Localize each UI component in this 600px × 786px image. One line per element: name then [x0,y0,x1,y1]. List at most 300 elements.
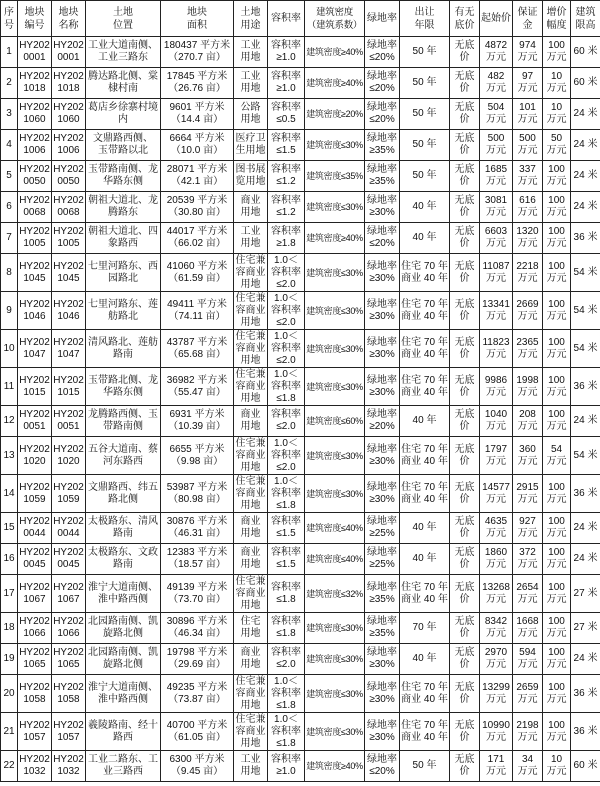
table-row [1,475,600,513]
cell-code: HY202 1059 [18,475,52,513]
cell-name: HY202 1018 [52,68,86,99]
header-increment: 增价 幅度 [543,1,571,37]
cell-seq: 9 [1,292,18,330]
cell-reserve: 无底 价 [450,751,480,782]
cell-use: 住宅兼 容商业 用地 [235,368,266,404]
cell-density: 建筑密度≤30% [305,675,365,713]
cell-seq: 2 [1,68,18,99]
cell-height-limit: 54 米 [571,330,600,368]
header-far: 容积率 [268,1,305,37]
cell-height-limit: 24 米 [571,192,600,223]
cell-code: HY202 1020 [18,437,52,475]
cell-use: 住宅兼 容商业 用地 [235,437,266,473]
cell-seq: 6 [1,192,18,223]
cell-far: 1.0＜ 容积率 ≤1.8 [268,475,305,513]
cell-deposit: 101 万元 [513,99,543,130]
cell-height-limit: 60 米 [571,751,600,782]
cell-green: 绿地率 ≥30% [365,437,400,475]
cell-name: HY202 0068 [52,192,86,223]
table-row [1,406,600,437]
cell-height-limit: 27 米 [571,575,600,613]
cell-area: 6300 平方米 （9.45 亩） [161,751,234,782]
cell-density: 建筑密度≥20% [305,99,365,130]
cell-location: 北园路南侧、凯 旋路北侧 [86,613,161,644]
cell-code: HY202 0044 [18,513,52,544]
cell-deposit: 594 万元 [513,644,543,675]
cell-location: 文鼎路西侧、 玉带路以北 [86,130,161,161]
cell-height-limit: 24 米 [571,644,600,675]
cell-seq: 13 [1,437,18,475]
cell-green: 绿地率 ≥30% [365,368,400,406]
cell-height-limit: 36 米 [571,675,600,713]
cell-green: 绿地率 ≥25% [365,513,400,544]
cell-code: HY202 1058 [18,675,52,713]
cell-use: 图书展 览用地 [234,161,268,192]
cell-seq: 12 [1,406,18,437]
cell-density: 建筑密度≤35% [305,161,365,192]
table-row [1,513,600,544]
cell-density: 建筑密度≤30% [305,475,365,513]
cell-name: HY202 1005 [52,223,86,254]
cell-green: 绿地率 ≥30% [365,644,400,675]
cell-far: 容积率 ≥1.0 [268,37,305,68]
cell-term: 40 年 [400,513,450,544]
cell-use: 住宅兼 容商业 用地 [235,675,266,711]
cell-deposit: 2659 万元 [513,675,543,713]
cell-start-price: 171 万元 [480,751,513,782]
table-row [1,161,600,192]
cell-location: 龙腾路西侧、玉 带路南侧 [86,406,161,437]
cell-term: 50 年 [400,751,450,782]
cell-reserve: 无底 价 [450,192,480,223]
cell-density: 建筑密度≤30% [305,713,365,751]
cell-code: HY202 1066 [18,613,52,644]
cell-density: 建筑密度≤32% [305,575,365,613]
cell-term: 50 年 [400,130,450,161]
cell-density: 建筑密度≤30% [305,192,365,223]
cell-use: 住宅兼 容商业 用地 [235,475,266,511]
table-row [1,751,600,782]
cell-far: 1.0＜ 容积率 ≤1.8 [268,368,305,406]
cell-area: 49235 平方米 （73.87 亩） [161,675,234,713]
cell-deposit: 1320 万元 [513,223,543,254]
table-row [1,644,600,675]
cell-start-price: 4872 万元 [480,37,513,68]
header-code: 地块 编号 [18,1,52,37]
cell-far: 容积率 ≤1.2 [268,161,305,192]
cell-green: 绿地率 ≤20% [365,99,400,130]
cell-height-limit: 27 米 [571,613,600,644]
cell-location: 羲陵路南、经十 路西 [86,713,161,751]
table-row [1,437,600,475]
cell-far: 容积率 ≥1.0 [268,751,305,782]
header-seq: 序 号 [1,1,18,37]
cell-location: 七里河路东、西 园路北 [86,254,161,292]
cell-seq: 17 [1,575,18,613]
cell-area: 53987 平方米 （80.98 亩） [161,475,234,513]
cell-reserve: 无底 价 [450,513,480,544]
cell-increment: 100 万元 [543,475,571,513]
cell-term: 40 年 [400,192,450,223]
cell-code: HY202 1018 [18,68,52,99]
cell-seq: 1 [1,37,18,68]
cell-increment: 50 万元 [543,130,571,161]
cell-green: 绿地率 ≤20% [365,751,400,782]
cell-far: 容积率 ≥1.8 [268,223,305,254]
cell-deposit: 360 万元 [513,437,543,475]
cell-start-price: 1685 万元 [480,161,513,192]
cell-start-price: 13268 万元 [480,575,513,613]
cell-green: 绿地率 ≤20% [365,68,400,99]
cell-density: 建筑密度≥40% [305,68,365,99]
cell-location: 北园路南侧、凯 旋路北侧 [86,644,161,675]
cell-term: 50 年 [400,37,450,68]
cell-increment: 100 万元 [543,192,571,223]
header-reserve: 有无 底价 [450,1,480,37]
cell-location: 太极路东、文政 路南 [86,544,161,575]
cell-area: 43787 平方米 （65.68 亩） [161,330,234,368]
cell-location: 工业大道南侧、 工业三路东 [86,37,161,68]
cell-use: 工业 用地 [234,751,268,782]
cell-location: 腾达路北侧、棠 棣村南 [86,68,161,99]
cell-deposit: 2669 万元 [513,292,543,330]
cell-green: 绿地率 ≥35% [365,575,400,613]
cell-green: 绿地率 ≥35% [365,613,400,644]
cell-reserve: 无底 价 [450,99,480,130]
cell-green: 绿地率 ≥25% [365,544,400,575]
cell-seq: 15 [1,513,18,544]
cell-location: 玉带路南侧、龙 华路东侧 [86,161,161,192]
cell-increment: 100 万元 [543,292,571,330]
header-term: 出让 年限 [400,1,450,37]
cell-area: 17845 平方米 （26.76 亩） [161,68,234,99]
cell-location: 朝祖大道北、龙 腾路东 [86,192,161,223]
cell-area: 19798 平方米 （29.69 亩） [161,644,234,675]
cell-term: 住宅 70 年 商业 40 年 [400,254,450,292]
cell-name: HY202 1059 [52,475,86,513]
cell-reserve: 无底 价 [450,292,480,330]
cell-far: 1.0＜ 容积率 ≤1.8 [268,713,305,751]
cell-density: 建筑密度≥40% [305,223,365,254]
table-row [1,68,600,99]
cell-increment: 54 万元 [543,437,571,475]
cell-term: 住宅 70 年 商业 40 年 [400,713,450,751]
cell-far: 1.0＜ 容积率 ≤2.0 [268,292,305,330]
cell-reserve: 无底 价 [450,613,480,644]
cell-start-price: 13341 万元 [480,292,513,330]
header-start-price: 起始价 [480,1,513,37]
cell-name: HY202 1067 [52,575,86,613]
cell-start-price: 11823 万元 [480,330,513,368]
cell-reserve: 无底 价 [450,406,480,437]
cell-code: HY202 1006 [18,130,52,161]
cell-far: 容积率 ≤1.5 [268,513,305,544]
cell-green: 绿地率 ≤20% [365,37,400,68]
cell-use: 住宅兼 容商业 用地 [235,254,266,290]
cell-term: 40 年 [400,406,450,437]
cell-use: 住宅兼 容商业 用地 [235,575,266,611]
cell-far: 容积率 ≤2.0 [268,406,305,437]
cell-term: 40 年 [400,223,450,254]
cell-area: 36982 平方米 （55.47 亩） [161,368,234,406]
cell-increment: 100 万元 [543,330,571,368]
cell-increment: 100 万元 [543,544,571,575]
cell-deposit: 1998 万元 [513,368,543,406]
cell-name: HY202 1006 [52,130,86,161]
cell-start-price: 3081 万元 [480,192,513,223]
cell-use: 工业 用地 [234,37,268,68]
cell-height-limit: 54 米 [571,254,600,292]
cell-start-price: 504 万元 [480,99,513,130]
cell-height-limit: 24 米 [571,161,600,192]
cell-area: 9601 平方米 （14.4 亩） [161,99,234,130]
header-location: 土地 位置 [86,1,161,37]
cell-far: 容积率 ≤2.0 [268,644,305,675]
cell-density: 建筑密度≥40% [305,751,365,782]
cell-seq: 7 [1,223,18,254]
cell-density: 建筑密度≤30% [305,437,365,475]
table-row [1,254,600,292]
table-row [1,99,600,130]
cell-code: HY202 0050 [18,161,52,192]
cell-location: 文鼎路西、纬五 路北侧 [86,475,161,513]
header-name: 地块 名称 [52,1,86,37]
cell-use: 工业 用地 [234,223,268,254]
table-row [1,292,600,330]
cell-name: HY202 1057 [52,713,86,751]
cell-far: 1.0＜ 容积率 ≤1.8 [268,675,305,713]
table-row [1,713,600,751]
cell-name: HY202 0001 [52,37,86,68]
cell-reserve: 无底 价 [450,544,480,575]
cell-location: 太极路东、清风 路南 [86,513,161,544]
cell-seq: 8 [1,254,18,292]
cell-term: 50 年 [400,68,450,99]
cell-location: 七里河路东、莲 舫路北 [86,292,161,330]
cell-start-price: 14577 万元 [480,475,513,513]
cell-height-limit: 54 米 [571,437,600,475]
cell-area: 12383 平方米 （18.57 亩） [161,544,234,575]
cell-green: 绿地率 ≥35% [365,130,400,161]
cell-code: HY202 1065 [18,644,52,675]
cell-reserve: 无底 价 [450,130,480,161]
cell-area: 6655 平方米 （9.98 亩） [161,437,234,475]
cell-term: 住宅 70 年 商业 40 年 [400,437,450,475]
header-use: 土地 用途 [234,1,268,37]
cell-increment: 100 万元 [543,254,571,292]
cell-code: HY202 1057 [18,713,52,751]
cell-code: HY202 1032 [18,751,52,782]
cell-use: 商业 用地 [234,192,268,223]
cell-far: 1.0＜ 容积率 ≤2.0 [268,330,305,368]
cell-start-price: 482 万元 [480,68,513,99]
cell-far: 容积率 ≤1.5 [268,544,305,575]
cell-use: 商业 用地 [234,544,268,575]
header-deposit: 保证 金 [513,1,543,37]
header-density: 建筑密度 （建筑系数） [305,1,365,37]
cell-deposit: 974 万元 [513,37,543,68]
cell-code: HY202 0001 [18,37,52,68]
cell-name: HY202 1047 [52,330,86,368]
cell-density: 建筑密度≤30% [305,330,365,368]
cell-deposit: 927 万元 [513,513,543,544]
cell-deposit: 2198 万元 [513,713,543,751]
cell-start-price: 6603 万元 [480,223,513,254]
cell-term: 40 年 [400,544,450,575]
cell-reserve: 无底 价 [450,37,480,68]
cell-seq: 18 [1,613,18,644]
cell-increment: 100 万元 [543,713,571,751]
cell-density: 建筑密度≤30% [305,368,365,406]
table-row [1,192,600,223]
cell-location: 五谷大道南、蔡 河东路西 [86,437,161,475]
cell-increment: 100 万元 [543,37,571,68]
cell-code: HY202 1067 [18,575,52,613]
cell-term: 40 年 [400,644,450,675]
cell-far: 容积率 ≤0.5 [268,99,305,130]
header-area: 地块 面积 [161,1,234,37]
cell-height-limit: 36 米 [571,368,600,406]
cell-name: HY202 0044 [52,513,86,544]
cell-code: HY202 1046 [18,292,52,330]
cell-green: 绿地率 ≤20% [365,223,400,254]
cell-reserve: 无底 价 [450,161,480,192]
cell-green: 绿地率 ≥30% [365,475,400,513]
cell-location: 清风路北、莲舫 路南 [86,330,161,368]
cell-green: 绿地率 ≥30% [365,713,400,751]
cell-green: 绿地率 ≥35% [365,161,400,192]
cell-start-price: 1860 万元 [480,544,513,575]
cell-code: HY202 1047 [18,330,52,368]
header-row [1,1,600,37]
cell-area: 41060 平方米 （61.59 亩） [161,254,234,292]
cell-seq: 19 [1,644,18,675]
cell-increment: 100 万元 [543,161,571,192]
cell-deposit: 97 万元 [513,68,543,99]
cell-term: 70 年 [400,613,450,644]
cell-increment: 100 万元 [543,513,571,544]
cell-far: 1.0＜ 容积率 ≤2.0 [268,254,305,292]
cell-density: 建筑密度≤40% [305,544,365,575]
cell-deposit: 500 万元 [513,130,543,161]
cell-term: 住宅 70 年 商业 40 年 [400,330,450,368]
cell-seq: 14 [1,475,18,513]
cell-height-limit: 24 米 [571,544,600,575]
cell-use: 商业 用地 [234,406,268,437]
cell-density: 建筑密度≤30% [305,292,365,330]
cell-height-limit: 60 米 [571,68,600,99]
table-row [1,544,600,575]
cell-area: 49411 平方米 （74.11 亩） [161,292,234,330]
cell-location: 淮宁大道南侧、 淮中路西侧 [86,575,161,613]
cell-increment: 10 万元 [543,751,571,782]
cell-name: HY202 1060 [52,99,86,130]
cell-start-price: 8342 万元 [480,613,513,644]
cell-seq: 21 [1,713,18,751]
cell-increment: 10 万元 [543,68,571,99]
table-row [1,368,600,406]
cell-density: 建筑密度≤30% [305,644,365,675]
cell-start-price: 2970 万元 [480,644,513,675]
cell-area: 40700 平方米 （61.05 亩） [161,713,234,751]
cell-height-limit: 36 米 [571,713,600,751]
table-row [1,223,600,254]
cell-deposit: 2654 万元 [513,575,543,613]
cell-seq: 11 [1,368,18,406]
cell-density: 建筑密度≤40% [305,513,365,544]
cell-reserve: 无底 价 [450,223,480,254]
cell-increment: 100 万元 [543,223,571,254]
cell-far: 1.0＜ 容积率 ≤2.0 [268,437,305,475]
cell-term: 住宅 70 年 商业 40 年 [400,368,450,406]
cell-name: HY202 1046 [52,292,86,330]
cell-start-price: 1040 万元 [480,406,513,437]
cell-green: 绿地率 ≥30% [365,254,400,292]
cell-location: 工业二路东、工 业三路西 [86,751,161,782]
cell-name: HY202 1015 [52,368,86,406]
cell-name: HY202 0045 [52,544,86,575]
cell-increment: 100 万元 [543,575,571,613]
cell-seq: 20 [1,675,18,713]
cell-height-limit: 24 米 [571,99,600,130]
cell-seq: 10 [1,330,18,368]
cell-height-limit: 54 米 [571,292,600,330]
cell-height-limit: 24 米 [571,406,600,437]
cell-area: 49139 平方米 （73.70 亩） [161,575,234,613]
cell-use: 工业 用地 [234,68,268,99]
cell-location: 淮宁大道南侧、 淮中路西侧 [86,675,161,713]
cell-start-price: 9986 万元 [480,368,513,406]
cell-density: 建筑密度≤30% [305,613,365,644]
cell-increment: 100 万元 [543,368,571,406]
cell-deposit: 34 万元 [513,751,543,782]
cell-height-limit: 24 米 [571,513,600,544]
cell-area: 6931 平方米 （10.39 亩） [161,406,234,437]
table-row [1,575,600,613]
cell-green: 绿地率 ≥30% [365,675,400,713]
cell-height-limit: 36 米 [571,475,600,513]
cell-seq: 16 [1,544,18,575]
cell-location: 玉带路北侧、龙 华路东侧 [86,368,161,406]
cell-name: HY202 1066 [52,613,86,644]
cell-code: HY202 1005 [18,223,52,254]
cell-increment: 10 万元 [543,99,571,130]
cell-reserve: 无底 价 [450,713,480,751]
cell-density: 建筑密度≤30% [305,130,365,161]
cell-height-limit: 24 米 [571,130,600,161]
cell-name: HY202 1065 [52,644,86,675]
cell-far: 容积率 ≥1.0 [268,68,305,99]
cell-term: 住宅 70 年 商业 40 年 [400,675,450,713]
cell-increment: 100 万元 [543,613,571,644]
cell-term: 住宅 70 年 商业 40 年 [400,475,450,513]
table-body [1,37,600,782]
cell-reserve: 无底 价 [450,644,480,675]
cell-code: HY202 0045 [18,544,52,575]
table-row [1,613,600,644]
cell-code: HY202 0068 [18,192,52,223]
cell-far: 容积率 ≤1.8 [268,613,305,644]
cell-deposit: 337 万元 [513,161,543,192]
cell-far: 容积率 ≤1.8 [268,575,305,613]
cell-use: 商业 用地 [234,513,268,544]
cell-deposit: 372 万元 [513,544,543,575]
cell-green: 绿地率 ≥30% [365,292,400,330]
cell-start-price: 10990 万元 [480,713,513,751]
cell-seq: 5 [1,161,18,192]
cell-height-limit: 36 米 [571,223,600,254]
cell-deposit: 2915 万元 [513,475,543,513]
